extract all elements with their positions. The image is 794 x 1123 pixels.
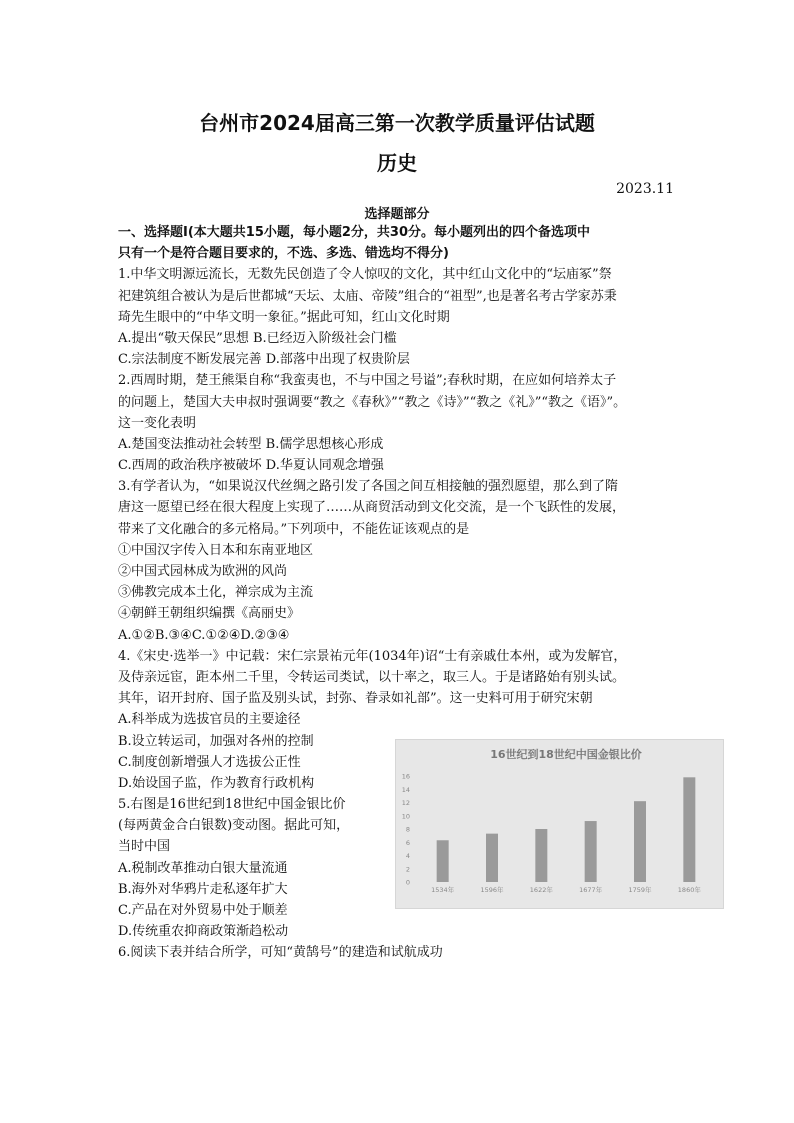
question-4-stem: 4.《宋史·选举一》中记载：宋仁宗景祐元年(1034年)诏“士有亲戚仕本州，或为发解官， bbox=[118, 648, 627, 664]
bar bbox=[683, 777, 695, 882]
y-tick-label: 14 bbox=[401, 785, 410, 794]
x-tick-label: 1534年 bbox=[431, 886, 455, 894]
question-3-item: ②中国式园林成为欧洲的风尚 bbox=[118, 564, 288, 579]
question-1-stem: 琦先生眼中的“中华文明一象征。”据此可知，红山文化时期 bbox=[118, 309, 450, 325]
chart-canvas bbox=[396, 740, 723, 908]
bar bbox=[437, 840, 449, 882]
question-3-item: ③佛教完成本土化，禅宗成为主流 bbox=[118, 585, 314, 601]
y-tick-label: 16 bbox=[401, 772, 410, 781]
question-4-option: C.制度创新增强人才选拔公正性 bbox=[118, 754, 301, 770]
question-4-option: D.始设国子监，作为教育行政机构 bbox=[118, 775, 315, 791]
question-4-stem: 及侍亲远宦，距本州二千里，令转运司类试，以十率之，取三人。于是诸路始有别头试。 bbox=[118, 669, 626, 685]
question-4-option: A.科举成为选拔官员的主要途径 bbox=[118, 712, 301, 728]
question-5-option: B.海外对华鸦片走私逐年扩大 bbox=[118, 881, 288, 897]
question-5-option: A.税制改革推动白银大量流通 bbox=[118, 860, 288, 876]
question-1-stem: 1.中华文明源远流长，无数先民创造了令人惊叹的文化，其中红山文化中的“坛庙冢”祭 bbox=[118, 267, 612, 283]
gold-silver-ratio-chart bbox=[395, 739, 724, 909]
question-4-stem: 其年，诏开封府、国子监及别头试，封弥、眷录如礼部”。这一史料可用于研究宋朝 bbox=[118, 691, 593, 707]
question-5-stem: 当时中国 bbox=[118, 839, 171, 855]
x-tick-label: 1677年 bbox=[579, 886, 603, 894]
exam-date: 2023.11 bbox=[616, 181, 674, 197]
question-5-stem: 5.右图是16世纪到18世纪中国金银比价 bbox=[118, 797, 346, 813]
question-2-stem: 2.西周时期，楚王熊渠自称“我蛮夷也，不与中国之号谥”;春秋时期，在应如何培养太子 bbox=[118, 373, 617, 389]
instruction-line: 只有一个是符合题目要求的，不选、多选、错选均不得分) bbox=[118, 246, 449, 262]
section-heading: 选择题部分 bbox=[364, 207, 430, 222]
question-4-option: B.设立转运司，加强对各州的控制 bbox=[118, 733, 314, 749]
exam-title: 台州市2024届高三第一次教学质量评估试题 bbox=[199, 111, 595, 135]
bar-series bbox=[437, 777, 696, 882]
x-tick-label: 1622年 bbox=[529, 886, 553, 894]
question-3-stem: 唐这一愿望已经在很大程度上实现了……从商贸活动到文化交流，是一个飞跃性的发展， bbox=[118, 500, 626, 516]
chart-title: 16世纪到18世纪中国金银比价 bbox=[490, 748, 642, 761]
question-3-options: A.①②B.③④C.①②④D.②③④ bbox=[118, 627, 290, 643]
bar bbox=[634, 801, 646, 882]
question-5-option: D.传统重农抑商政策渐趋松动 bbox=[118, 924, 289, 940]
y-axis bbox=[402, 773, 410, 887]
question-1-options: C.宗法制度不断发展完善 D.部落中出现了权贵阶层 bbox=[118, 352, 410, 368]
x-tick-label: 1860年 bbox=[677, 886, 701, 894]
question-3-stem: 带来了文化融合的多元格局。”下列项中，不能佐证该观点的是 bbox=[118, 521, 470, 537]
bar bbox=[585, 821, 597, 882]
question-3-stem: 3.有学者认为，“如果说汉代丝绸之路引发了各国之间互相接触的强烈愿望，那么到了隋 bbox=[118, 479, 619, 495]
question-3-item: ①中国汉字传入日本和东南亚地区 bbox=[118, 542, 314, 558]
bar bbox=[486, 834, 498, 882]
y-tick-label: 10 bbox=[401, 812, 410, 821]
subject-title: 历史 bbox=[377, 151, 417, 175]
x-axis-labels bbox=[431, 885, 701, 894]
bar bbox=[535, 829, 547, 882]
question-2-options: C.西周的政治秩序被破坏 D.华夏认同观念增强 bbox=[118, 458, 384, 474]
x-tick-label: 1596年 bbox=[480, 886, 504, 894]
y-tick-label: 4 bbox=[405, 852, 410, 860]
y-tick-label: 12 bbox=[401, 799, 410, 807]
question-3-item: ④朝鲜王朝组织编撰《高丽史》 bbox=[118, 606, 301, 622]
y-tick-label: 8 bbox=[405, 825, 410, 834]
question-5-option: C.产品在对外贸易中处于顺差 bbox=[118, 903, 288, 918]
y-tick-label: 0 bbox=[405, 878, 410, 887]
question-2-options: A.楚国变法推动社会转型 B.儒学思想核心形成 bbox=[118, 436, 384, 452]
y-tick-label: 6 bbox=[405, 838, 410, 847]
question-5-stem: (每两黄金合白银数)变动图。据此可知， bbox=[118, 818, 350, 834]
instruction-line: 一、选择题Ⅰ(本大题共15小题，每小题2分，共30分。每小题列出的四个备选项中 bbox=[118, 225, 591, 240]
question-2-stem: 这一变化表明 bbox=[118, 415, 197, 431]
question-2-stem: 的问题上，楚国大夫申叔时强调要“教之《春秋》”“教之《诗》”“教之《礼》”“教之《语》”。 bbox=[118, 394, 627, 410]
y-tick-label: 2 bbox=[405, 865, 410, 874]
question-1-options: A.提出“敬天保民”思想 B.已经迈入阶级社会门槛 bbox=[118, 330, 397, 346]
x-tick-label: 1759年 bbox=[628, 886, 652, 894]
question-1-stem: 祀建筑组合被认为是后世都城“天坛、太庙、帝陵”组合的“祖型”,也是著名考古学家苏秉 bbox=[118, 288, 617, 304]
question-6-stem: 6.阅读下表并结合所学，可知“黄鹄号”的建造和试航成功 bbox=[118, 945, 443, 961]
